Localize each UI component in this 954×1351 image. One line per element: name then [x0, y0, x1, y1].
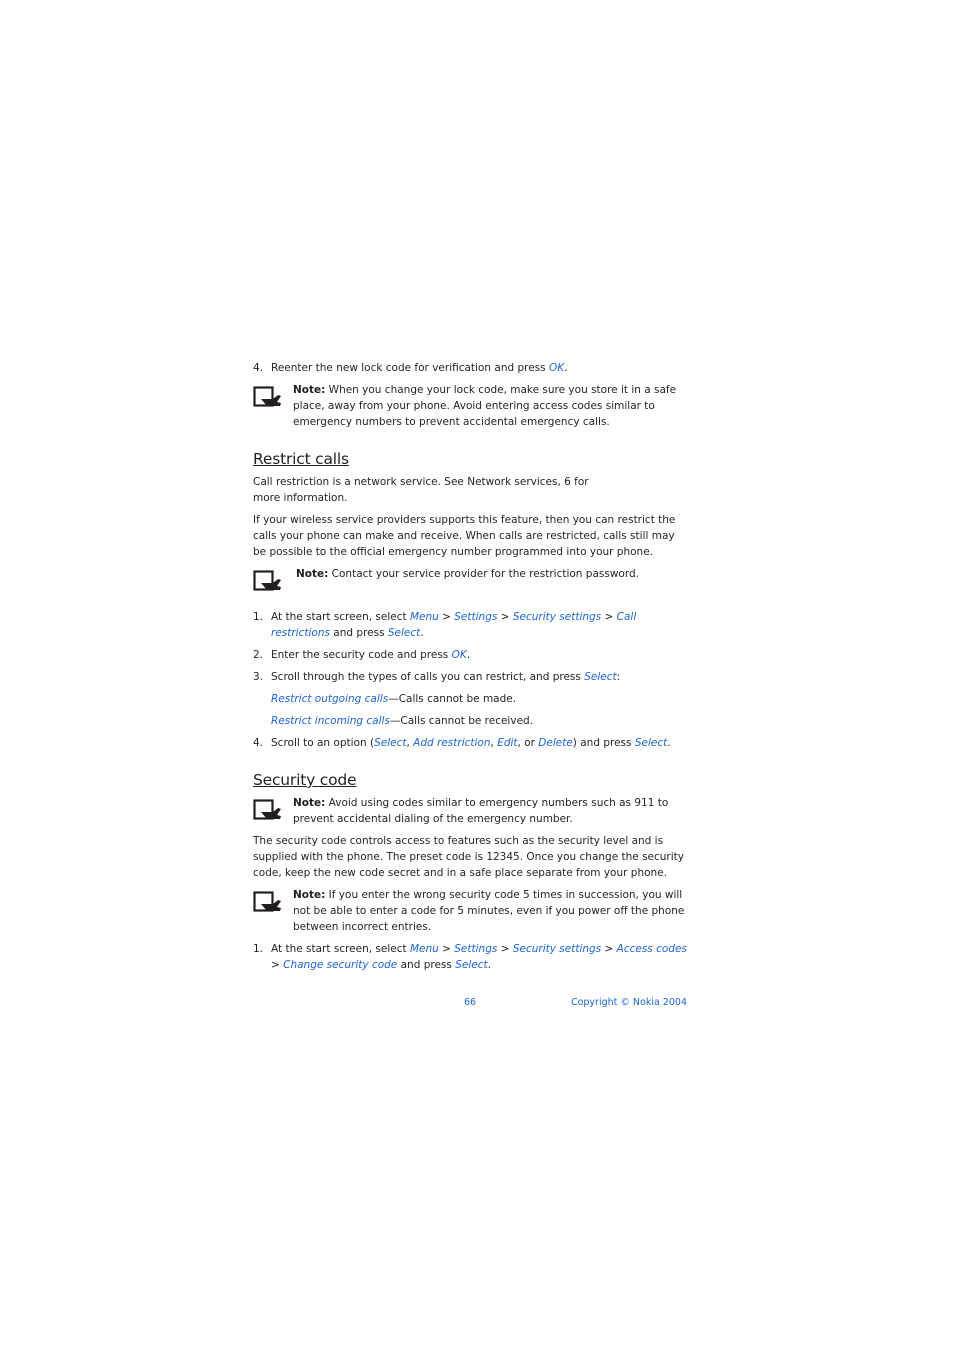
page-content [253, 360, 687, 979]
restrict-step-2: 2. Enter the security code and press OK. [253, 649, 471, 661]
security-description: The security code controls access to features such as the security level and is supplied with the phone. The preset code is 12345. Once you change the security code, keep the new code secret and in a safe place separate from your phone. [253, 835, 684, 879]
note-hand-icon [253, 795, 293, 827]
note-wrong-code: Note: If you enter the wrong security code 5 times in succession, you will not be able to enter a code for 5 minutes, even if you power off the phone between incorrect entries. [253, 887, 687, 935]
note-lock-code: Note: When you change your lock code, make sure you store it in a safe place, away from your phone. Avoid entering access codes similar to emergency numbers to prevent accidental emergency calls. [253, 382, 687, 430]
heading-security-code: Security code [253, 771, 357, 789]
heading-restrict-calls: Restrict calls [253, 450, 349, 468]
copyright: Copyright © Nokia 2004 [570, 997, 687, 1008]
restrict-step-3: 3. Scroll through the types of calls you can restrict, and press Select: [253, 671, 621, 683]
page-number: 66 [464, 997, 477, 1008]
note-hand-icon [253, 887, 293, 935]
restrict-step-1: 1. At the start screen, select Menu > Settings > Security settings > Call restrictions and press Select. [253, 611, 637, 639]
note-emergency-codes: Note: Avoid using codes similar to emergency numbers such as 911 to prevent accidental dialing of the emergency number. [253, 795, 687, 827]
note-hand-icon [253, 566, 293, 597]
restrict-description: If your wireless service providers supports this feature, then you can restrict the calls your phone can make and receive. When calls are restricted, calls still may be possible to the official emergency number programmed into your phone. [253, 514, 676, 558]
note-restriction-password: Note: Contact your service provider for the restriction password. [253, 566, 687, 597]
note-hand-icon [253, 382, 293, 430]
option-restrict-outgoing: Restrict outgoing calls—Calls cannot be made. [271, 693, 517, 705]
restrict-intro: Call restriction is a network service. See Network services, 6 for more information. [253, 476, 589, 504]
security-step-1: 1. At the start screen, select Menu > Settings > Security settings > Access codes > Change security code and press Select. [253, 943, 687, 971]
restrict-step-4: 4. Scroll to an option (Select, Add restriction, Edit, or Delete) and press Select. [253, 737, 671, 749]
ok-link: OK [548, 362, 565, 374]
step-4-lock: 4. Reenter the new lock code for verification and press OK. [253, 362, 568, 374]
option-restrict-incoming: Restrict incoming calls—Calls cannot be received. [271, 715, 534, 727]
